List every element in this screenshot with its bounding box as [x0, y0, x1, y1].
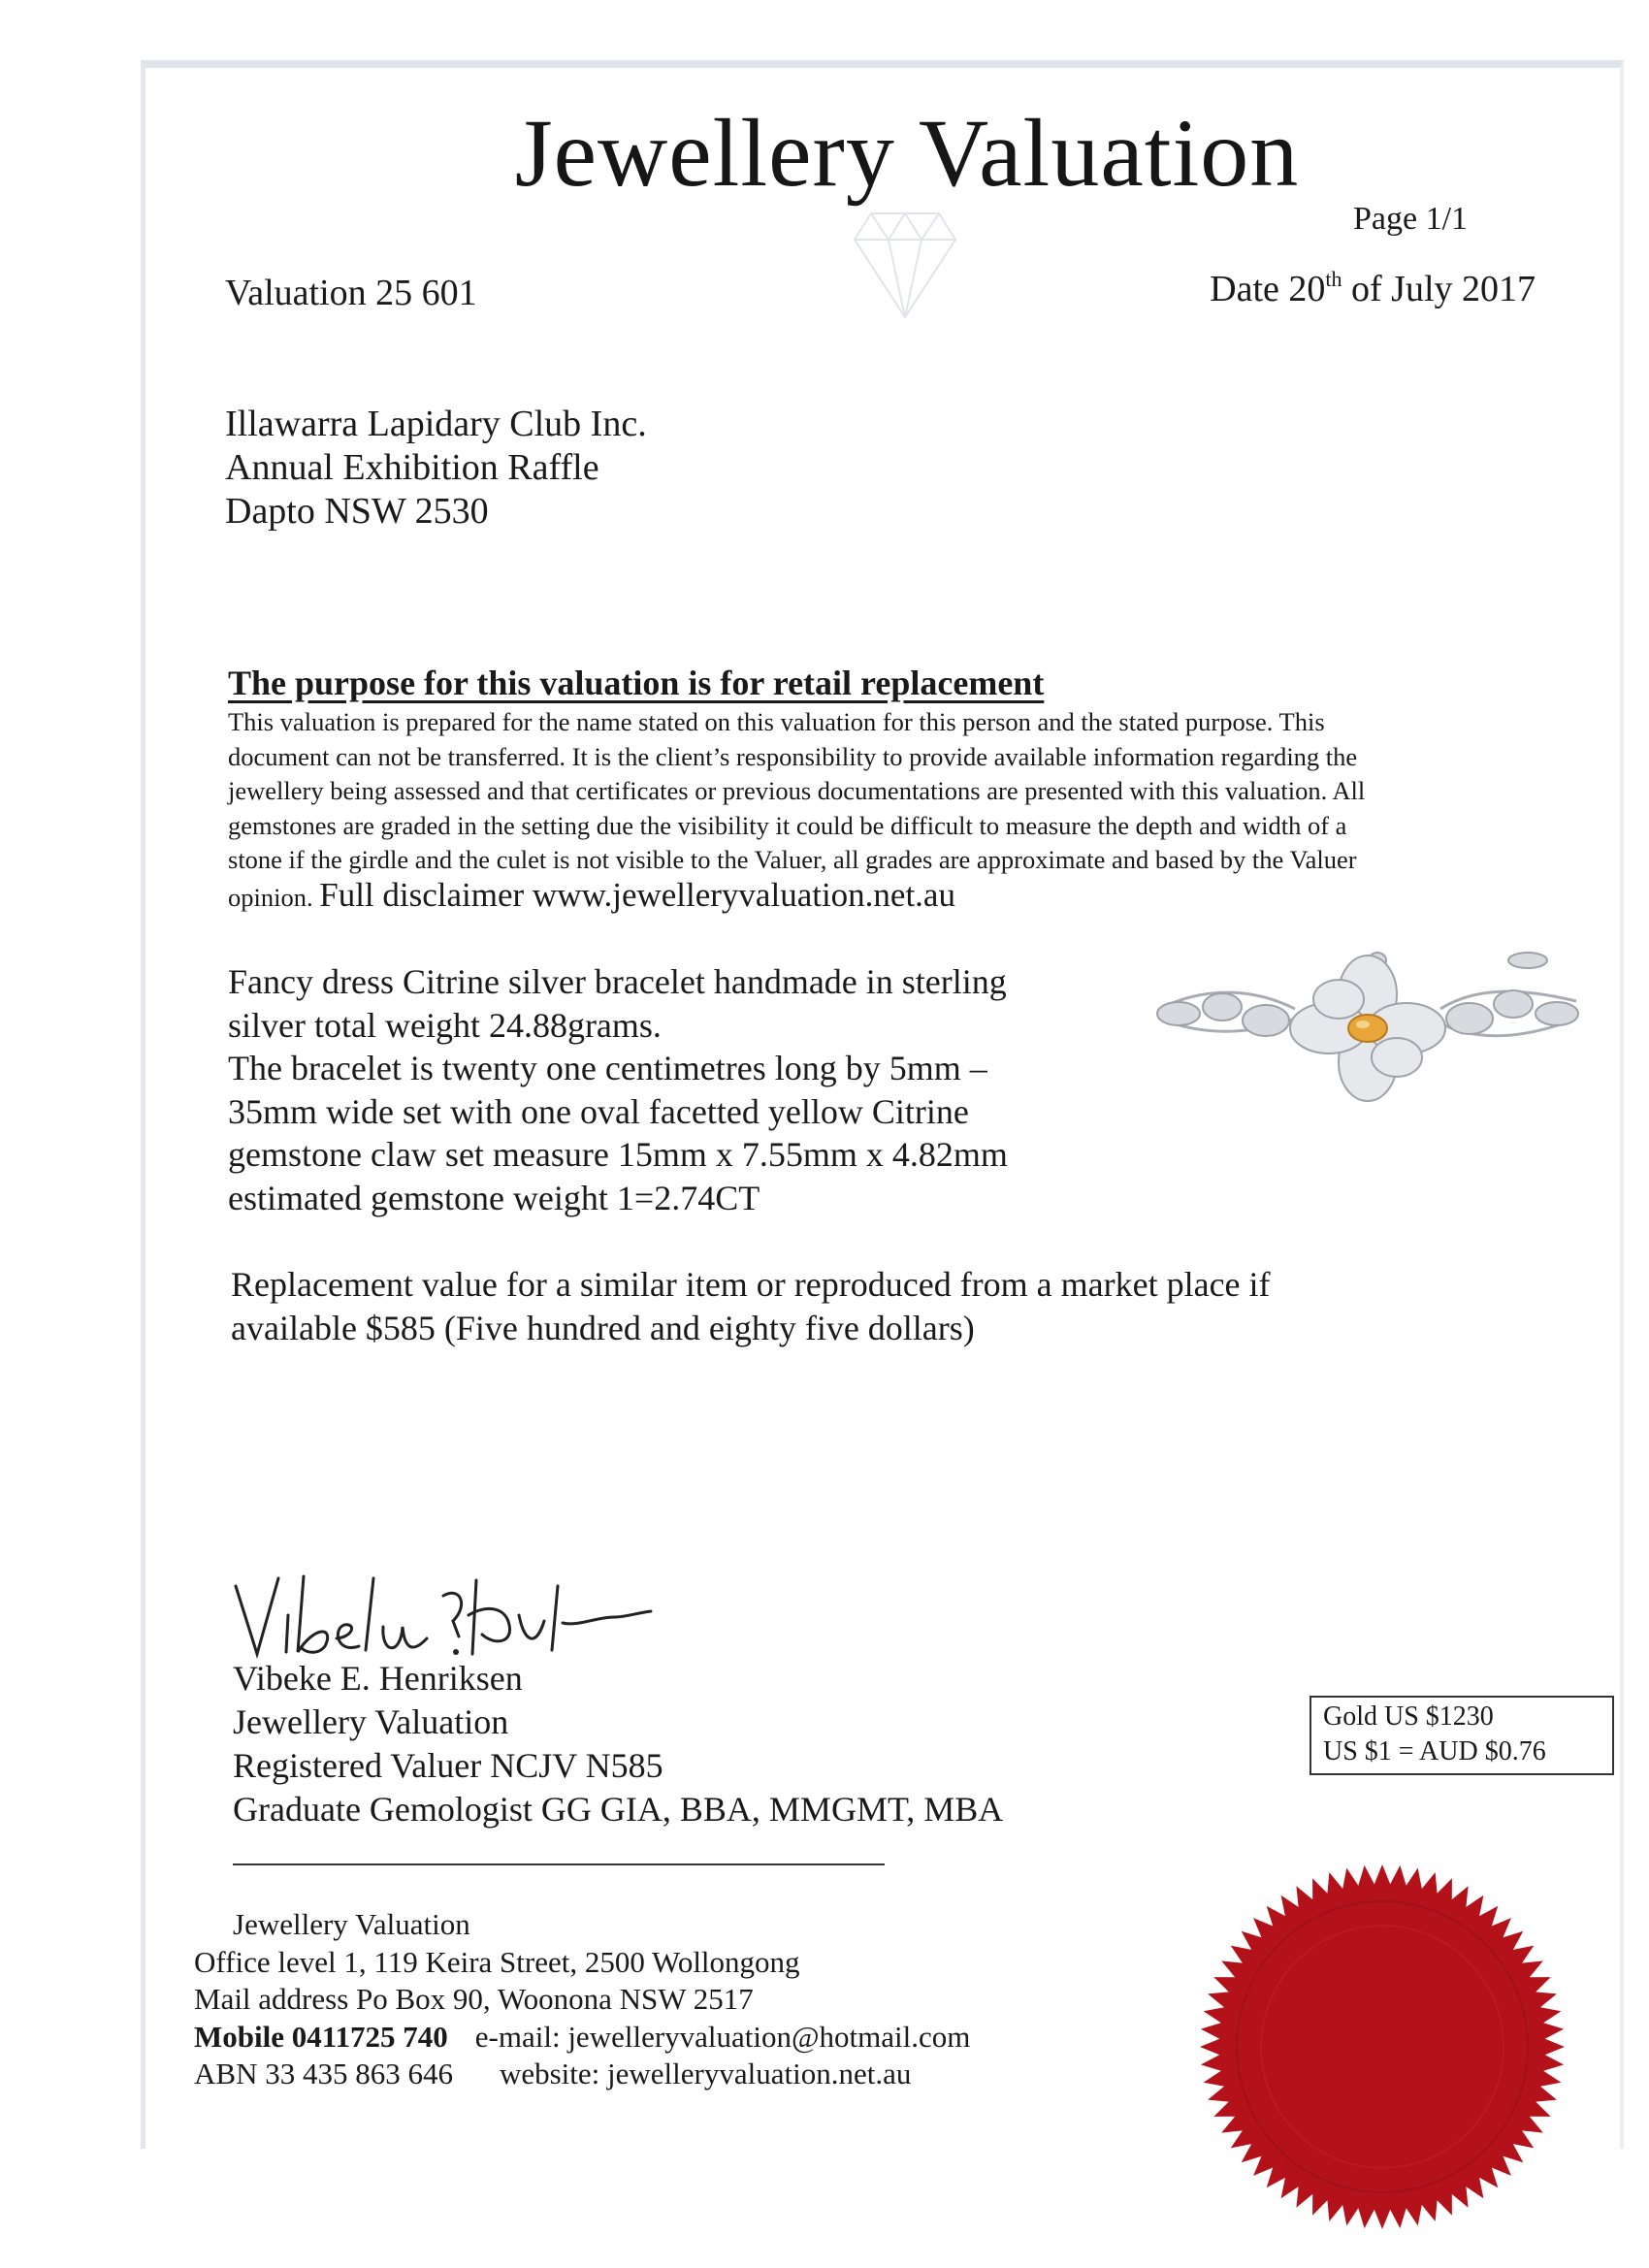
valuation-date [1210, 268, 1536, 310]
disclaimer-line: jewellery being assessed and that certificates or previous documentations are presented with this valuation. All [228, 776, 1366, 805]
page-title: Jewellery Valuation [514, 99, 1300, 207]
disclaimer-line: gemstones are graded in the setting due the visibility it could be difficult to measure the depth and width of a [228, 810, 1347, 840]
exchange-rate: US $1 = AUD $0.76 [1323, 1736, 1546, 1766]
disclaimer-paragraph [228, 705, 1557, 915]
address-line: Dapto NSW 2530 [225, 491, 489, 532]
disclaimer-last-line [228, 875, 1557, 916]
recipient-address [225, 403, 647, 534]
signer-qualifications: Graduate Gemologist GG GIA, BBA, MMGMT, MBA [233, 1790, 1004, 1829]
description-line: 35mm wide set with one oval facetted yellow Citrine [228, 1091, 969, 1131]
date-superscript: th [1325, 267, 1342, 291]
description-line: gemstone claw set measure 15mm x 7.55mm x 4.82mm [228, 1135, 1008, 1174]
gold-price: Gold US $1230 [1323, 1701, 1494, 1732]
page-number: Page 1/1 [1353, 201, 1469, 237]
disclaimer-line: This valuation is prepared for the name stated on this valuation for this person and the stated purpose. This [228, 707, 1325, 736]
diamond-watermark-icon [852, 209, 958, 320]
full-disclaimer-link: Full disclaimer www.jewelleryvaluation.net.au [319, 875, 955, 914]
footer-website[interactable]: website: jewelleryvaluation.net.au [499, 2057, 912, 2090]
description-line: estimated gemstone weight 1=2.74CT [228, 1178, 760, 1217]
red-wax-seal [1198, 1863, 1567, 2231]
disclaimer-line: document can not be transferred. It is the client’s responsibility to provide available information regarding the [228, 741, 1358, 771]
footer-company: Jewellery Valuation [233, 1907, 470, 1941]
valuation-number: Valuation 25 601 [225, 273, 477, 313]
bracelet-photo [1149, 941, 1586, 1120]
signer-registration: Registered Valuer NCJV N585 [233, 1746, 663, 1785]
replacement-line: Replacement value for a similar item or reproduced from a market place if [231, 1265, 1271, 1304]
footer-mobile-row [194, 2019, 970, 2057]
signer-company: Jewellery Valuation [233, 1702, 509, 1741]
signer-block [233, 1657, 1003, 1831]
date-prefix: Date 20 [1210, 269, 1326, 309]
description-line: Fancy dress Citrine silver bracelet handmade in sterling [228, 962, 1007, 1001]
divider [233, 1863, 885, 1865]
footer-abn: ABN 33 435 863 646 [194, 2057, 453, 2090]
footer-contact [194, 1906, 970, 2093]
footer-abn-row [194, 2056, 970, 2093]
address-line: Annual Exhibition Raffle [225, 447, 599, 488]
gold-rate-box [1310, 1696, 1614, 1775]
date-suffix: of July 2017 [1342, 269, 1536, 309]
footer-mail: Mail address Po Box 90, Woonona NSW 2517 [194, 1982, 754, 2016]
signer-name: Vibeke E. Henriksen [233, 1659, 523, 1698]
disclaimer-line: stone if the girdle and the culet is not visible to the Valuer, all grades are approximate and based by the Valuer [228, 845, 1357, 874]
address-line: Illawarra Lapidary Club Inc. [225, 404, 647, 444]
purpose-heading: The purpose for this valuation is for retail replacement [228, 664, 1045, 702]
footer-office: Office level 1, 119 Keira Street, 2500 Wollongong [194, 1944, 800, 1979]
item-description [228, 960, 1111, 1219]
disclaimer-line-start: opinion. [228, 882, 313, 912]
replacement-value [231, 1263, 1395, 1350]
description-line: The bracelet is twenty one centimetres long by 5mm – [228, 1049, 987, 1087]
replacement-line: available $585 (Five hundred and eighty five dollars) [231, 1309, 975, 1347]
footer-mobile: Mobile 0411725 740 [194, 2019, 448, 2054]
description-line: silver total weight 24.88grams. [228, 1005, 662, 1045]
footer-email[interactable]: e-mail: jewelleryvaluation@hotmail.com [474, 2019, 971, 2054]
